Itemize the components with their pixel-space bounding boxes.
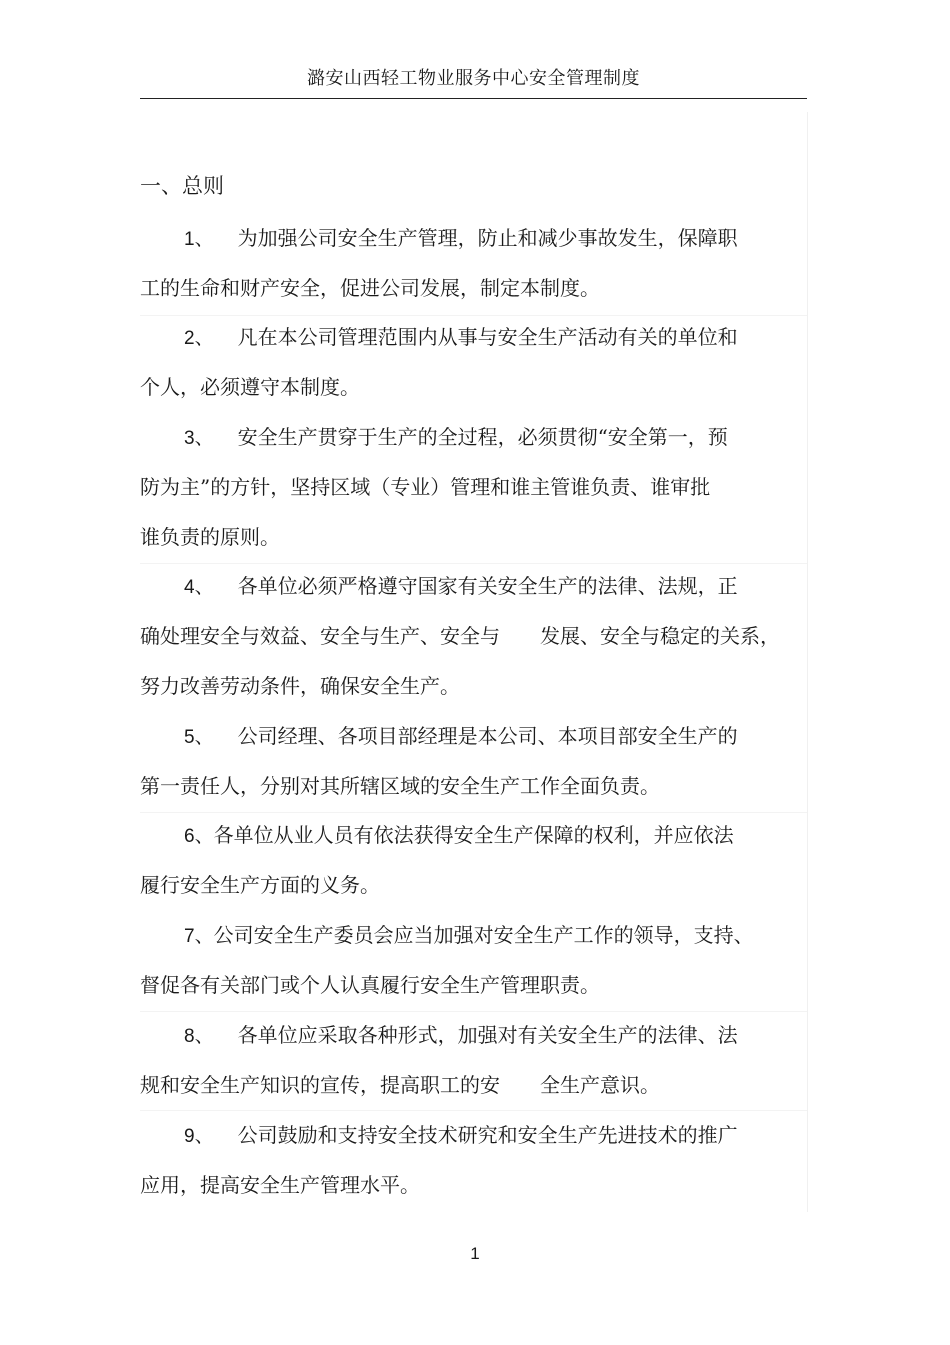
page-number: 1 [470, 1244, 480, 1263]
clause-line [140, 711, 800, 761]
clause-6 [140, 810, 800, 910]
clause-line [140, 910, 800, 960]
section-heading: 一、总则 [140, 174, 224, 198]
clause-line: 努力改善劳动条件，确保安全生产。 [140, 674, 460, 698]
clause-number: 8、 [184, 1026, 214, 1047]
clause-4 [140, 561, 800, 711]
clause-2 [140, 312, 800, 412]
clause-line: 规和安全生产知识的宣传，提高职工的安 全生产意识。 [140, 1073, 660, 1097]
clause-number: 4、 [184, 577, 214, 598]
clause-text: 安全生产贯穿于生产的全过程，必须贯彻“安全第一，预 [237, 425, 728, 449]
clause-line [140, 561, 800, 611]
clause-number: 1、 [184, 229, 214, 250]
clause-7 [140, 910, 800, 1010]
clause-line [140, 810, 800, 860]
clause-3 [140, 412, 800, 562]
clause-text: 为加强公司安全生产管理，防止和减少事故发生，保障职 [237, 226, 738, 250]
clause-number: 2、 [184, 328, 214, 349]
clause-text: 公司安全生产委员会应当加强对安全生产工作的领导，支持、 [213, 923, 754, 947]
clause-line [140, 1010, 800, 1060]
clause-line: 第一责任人，分别对其所辖区域的安全生产工作全面负责。 [140, 774, 660, 798]
clause-line [140, 213, 800, 263]
clause-text: 各单位必须严格遵守国家有关安全生产的法律、法规，正 [237, 574, 738, 598]
clause-8 [140, 1010, 800, 1110]
clause-9 [140, 1110, 800, 1210]
clause-text: 各单位应采取各种形式，加强对有关安全生产的法律、法 [237, 1023, 738, 1047]
clause-line: 应用，提高安全生产管理水平。 [140, 1173, 420, 1197]
clause-line: 确处理安全与效益、安全与生产、安全与 发展、安全与稳定的关系， [140, 624, 780, 648]
clause-text: 各单位从业人员有依法获得安全生产保障的权利，并应依法 [213, 823, 734, 847]
clause-line: 防为主”的方针，坚持区域（专业）管理和谁主管谁负责、谁审批 [140, 475, 711, 499]
clause-text: 凡在本公司管理范围内从事与安全生产活动有关的单位和 [237, 325, 738, 349]
clause-1 [140, 213, 800, 313]
document-title: 潞安山西轻工物业服务中心安全管理制度 [307, 68, 640, 89]
clause-line: 工的生命和财产安全，促进公司发展，制定本制度。 [140, 276, 600, 300]
clause-number: 9、 [184, 1126, 214, 1147]
clause-line [140, 312, 800, 362]
clause-number: 7、 [184, 926, 214, 947]
clause-line: 个人，必须遵守本制度。 [140, 375, 360, 399]
clause-line: 督促各有关部门或个人认真履行安全生产管理职责。 [140, 973, 600, 997]
clause-text: 公司经理、各项目部经理是本公司、本项目部安全生产的 [237, 724, 738, 748]
clause-line [140, 1110, 800, 1160]
clause-line: 履行安全生产方面的义务。 [140, 873, 380, 897]
clause-line [140, 412, 800, 462]
clause-text: 公司鼓励和支持安全技术研究和安全生产先进技术的推广 [237, 1123, 738, 1147]
clause-line: 谁负责的原则。 [140, 525, 280, 549]
page-header [140, 64, 807, 99]
clause-5 [140, 711, 800, 811]
clause-number: 3、 [184, 428, 214, 449]
clause-number: 6、 [184, 826, 214, 847]
clause-number: 5、 [184, 727, 214, 748]
